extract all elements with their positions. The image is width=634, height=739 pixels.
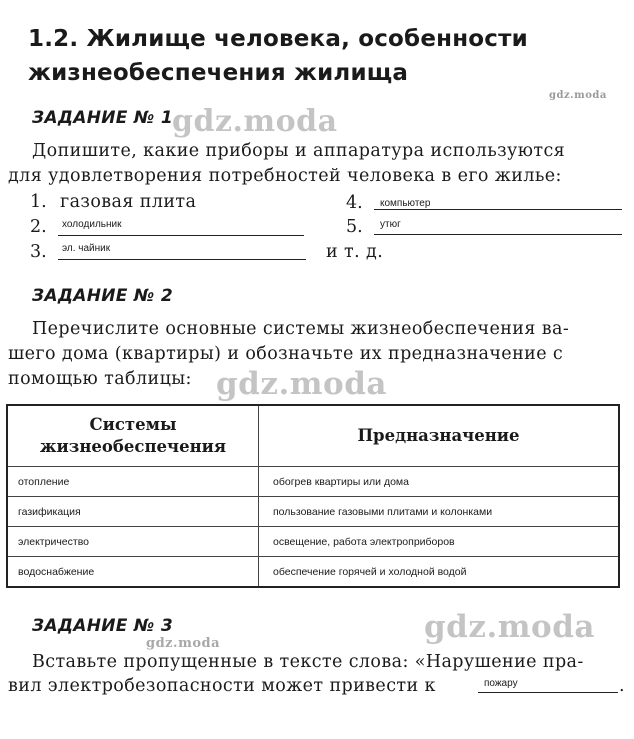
section-title-line1: 1.2. Жилище человека, особенности (28, 26, 528, 52)
table-row (7, 497, 619, 527)
table-header-systems-line1: Системы (89, 415, 177, 434)
table-cell-purpose: пользование газовыми плитами и колонками (259, 497, 620, 527)
task1-text-line1: Допишите, какие приборы и аппаратура используются (32, 141, 566, 161)
task3-text-end: . (619, 676, 625, 696)
task1-etc: и т. д. (326, 242, 384, 262)
table-header-systems-line2: жизнеобеспечения (39, 437, 227, 456)
task3-answer: пожару (484, 678, 518, 689)
table-cell-purpose: обеспечение горячей и холодной водой (259, 557, 620, 588)
task3-text-line2: вил электробезопасности может привести к (8, 676, 436, 696)
item-3-underline (58, 259, 306, 260)
item-5-underline (374, 234, 622, 235)
item-4-number: 4. (346, 193, 363, 213)
table-row (7, 467, 619, 497)
table-header-purpose: Предназначение (259, 405, 620, 467)
table-cell-system: отопление (7, 467, 259, 497)
table-header-row (7, 405, 619, 467)
task3-label: ЗАДАНИЕ № 3 (32, 616, 174, 636)
item-1-number: 1. (30, 192, 47, 212)
table-cell-system: газификация (7, 497, 259, 527)
watermark-big-3: gdz.moda (424, 609, 595, 645)
task3-answer-underline (478, 692, 618, 693)
table-cell-purpose: обогрев квартиры или дома (259, 467, 620, 497)
table-cell-system: водоснабжение (7, 557, 259, 588)
section-title-line2: жизнеобеспечения жилища (28, 60, 409, 86)
item-5-number: 5. (346, 217, 363, 237)
task2-text-line3: помощью таблицы: (8, 369, 192, 389)
table-cell-system: электричество (7, 527, 259, 557)
item-4-value: компьютер (380, 198, 431, 209)
item-2-number: 2. (30, 217, 47, 237)
task2-text-line2: шего дома (квартиры) и обозначьте их предназначение с (8, 344, 564, 364)
item-2-underline (58, 235, 304, 236)
table-cell-purpose: освещение, работа электроприборов (259, 527, 620, 557)
item-1-value: газовая плита (60, 192, 197, 212)
item-2-value: холодильник (62, 219, 122, 230)
item-4-underline (374, 209, 622, 210)
item-3-value: эл. чайник (62, 243, 111, 254)
task1-label: ЗАДАНИЕ № 1 (32, 108, 174, 128)
task2-label: ЗАДАНИЕ № 2 (32, 286, 174, 306)
item-3-number: 3. (30, 242, 47, 262)
item-5-value: утюг (380, 219, 401, 230)
task3-text-line1: Вставьте пропущенные в тексте слова: «Нарушение пра- (32, 652, 584, 672)
task1-text-line2: для удовлетворения потребностей человека в его жилье: (8, 166, 562, 186)
systems-table (6, 404, 620, 588)
table-row (7, 557, 619, 588)
task2-text-line1: Перечислите основные системы жизнеобеспечения ва- (32, 319, 570, 339)
table-row (7, 527, 619, 557)
watermark-small: gdz.moda (549, 90, 607, 101)
table-header-systems (7, 405, 259, 467)
watermark-small-2: gdz.moda (146, 636, 221, 651)
watermark-big-2: gdz.moda (216, 366, 387, 402)
watermark-big-1: gdz.moda (172, 104, 338, 139)
